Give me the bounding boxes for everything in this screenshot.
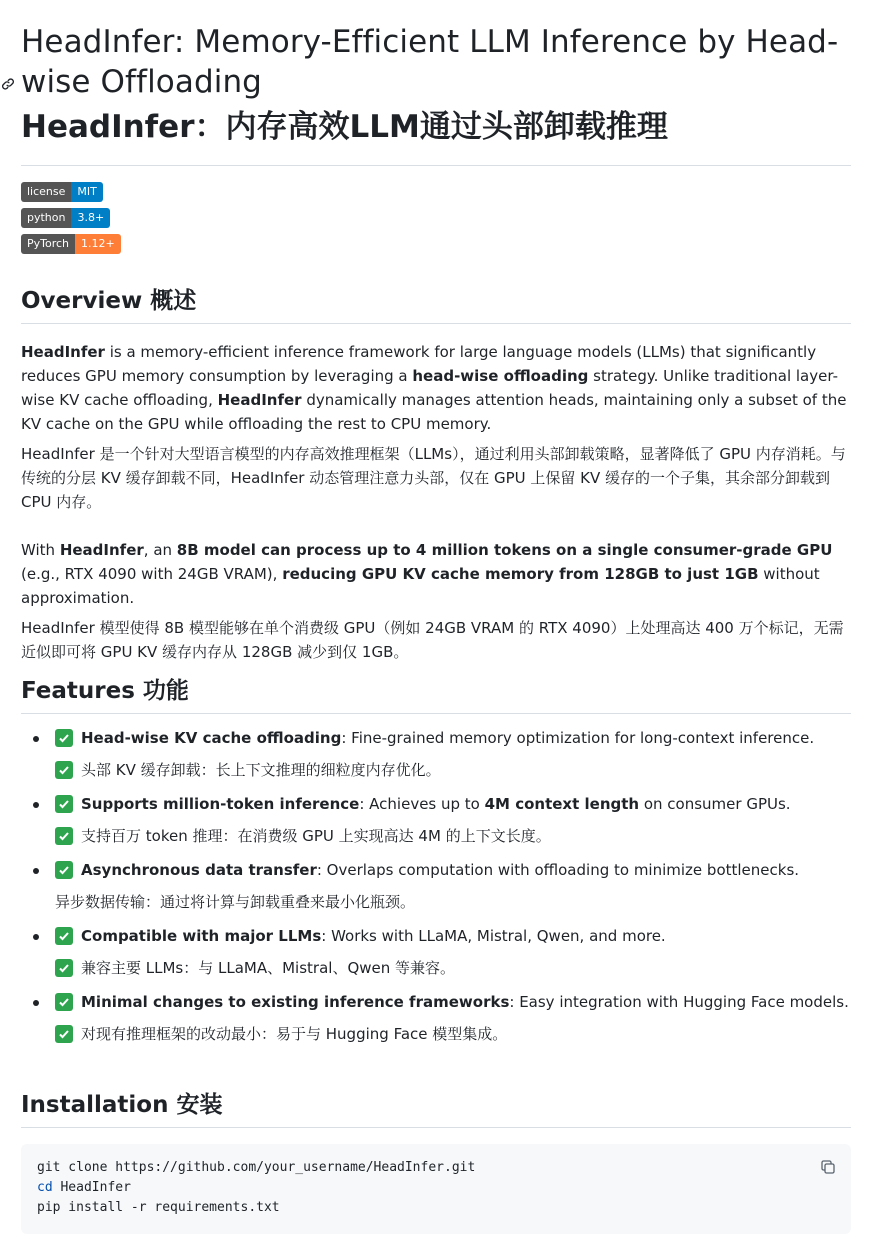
copy-icon[interactable] [819, 1158, 837, 1176]
list-item: Supports million-token inference: Achieves up to 4M context length on consumer GPUs. 支持百万 token 推理：在消费级 GPU 上实现高达 4M 的上下文长度。 [33, 792, 851, 848]
check-mark-icon [55, 993, 73, 1011]
overview-paragraph2-cn: HeadInfer 模型使得 8B 模型能够在单个消费级 GPU（例如 24GB VRAM 的 RTX 4090）上处理高达 400 万个标记，无需近似即可将 GPU KV 缓存内存从 128GB 减少到仅 1GB。 [21, 619, 844, 661]
code-line: git clone https://github.com/your_username/HeadInfer.git [37, 1160, 476, 1175]
overview-paragraph-cn: HeadInfer 是一个针对大型语言模型的内存高效推理框架（LLMs），通过利用头部卸载策略，显著降低了 GPU 内存消耗。与传统的分层 KV 缓存卸载不同，HeadInfer 动态管理注意力头部，仅在 GPU 上保留 KV 缓存的一个子集，其余部分卸载到 CPU 内存。 [21, 445, 846, 511]
check-mark-icon [55, 761, 73, 779]
list-item: Asynchronous data transfer: Overlaps computation with offloading to minimize bottlenecks. 异步数据传输：通过将计算与卸载重叠来最小化瓶颈。 [33, 858, 851, 914]
list-item: Minimal changes to existing inference frameworks: Easy integration with Hugging Face models. 对现有推理框架的改动最小：易于与 Hugging Face 模型集成。 [33, 990, 851, 1046]
overview-heading: Overview 概述 [21, 285, 851, 324]
check-mark-icon [55, 959, 73, 977]
check-mark-icon [55, 827, 73, 845]
check-mark-icon [55, 927, 73, 945]
badge-list [21, 182, 851, 254]
page-title: HeadInfer: Memory-Efficient LLM Inference by Head-wise Offloading [21, 24, 839, 100]
code-block[interactable] [21, 1144, 851, 1234]
check-mark-icon [55, 729, 73, 747]
check-mark-icon [55, 795, 73, 813]
check-mark-icon [55, 861, 73, 879]
installation-section [21, 1089, 851, 1234]
link-icon[interactable] [0, 76, 16, 92]
features-section [21, 675, 851, 1056]
page-subtitle: HeadInfer：内存高效LLM通过头部卸载推理 [21, 107, 851, 166]
pytorch-badge[interactable]: PyTorch 1.12+ [21, 234, 121, 254]
overview-paragraph2-en: With HeadInfer, an 8B model can process up to 4 million tokens on a single consumer-grade GPU (e.g., RTX 4090 with 24GB VRAM), reducing GPU KV cache memory from 128GB to just 1GB without approximation. [21, 541, 833, 607]
readme-content [21, 0, 851, 1215]
code-line: cd HeadInfer [37, 1180, 131, 1195]
list-item: Compatible with major LLMs: Works with LLaMA, Mistral, Qwen, and more. 兼容主要 LLMs：与 LLaMA、Mistral、Qwen 等兼容。 [33, 924, 851, 980]
installation-heading: Installation 安装 [21, 1089, 851, 1128]
list-item: Head-wise KV cache offloading: Fine-grained memory optimization for long-context inference. 头部 KV 缓存卸载：长上下文推理的细粒度内存优化。 [33, 726, 851, 782]
features-heading: Features 功能 [21, 675, 851, 714]
overview-paragraph-en: HeadInfer is a memory-efficient inference framework for large language models (LLMs) that significantly reduces GPU memory consumption by leveraging a head-wise offloading strategy. Unlike traditional layer-wise KV cache offloading, HeadInfer dynamically manages attention heads, maintaining only a subset of the KV cache on the GPU while offloading the rest to CPU memory. [21, 343, 847, 433]
check-mark-icon [55, 1025, 73, 1043]
python-badge[interactable]: python 3.8+ [21, 208, 110, 228]
features-list [21, 726, 851, 1046]
overview-section [21, 285, 851, 664]
license-badge[interactable]: license MIT [21, 182, 103, 202]
code-line: pip install -r requirements.txt [37, 1200, 280, 1215]
